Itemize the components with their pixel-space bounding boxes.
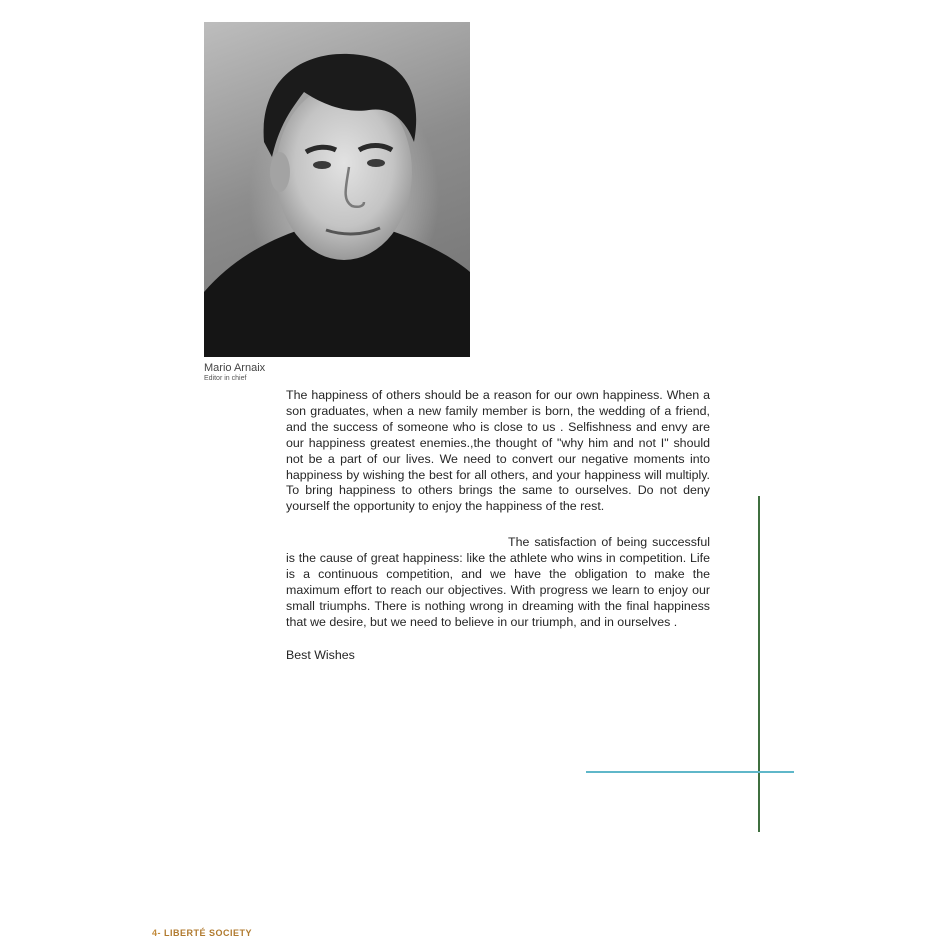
page-number: 4- xyxy=(152,928,162,938)
publication-name: LIBERTÉ SOCIETY xyxy=(164,928,253,938)
portrait-photo xyxy=(204,22,470,357)
decorative-vertical-rule xyxy=(758,496,760,832)
photo-caption-role: Editor in chief xyxy=(204,375,247,382)
decorative-horizontal-rule xyxy=(586,771,794,773)
article-closing: Best Wishes xyxy=(286,647,355,662)
article-paragraph: The satisfaction of being successful is the cause of great happiness: like the athlete who wins in competition. Life is a continuous competition, and we have the obligation to make the maximum effort to reach our objectives. With progress we learn to enjoy our small triumphs. There is nothing wrong in dreaming with the final happiness that we desire, but we need to believe in our triumph, and in ourselves . xyxy=(286,535,710,629)
article-body xyxy=(286,388,710,664)
photo-caption-name: Mario Arnaix xyxy=(204,362,266,374)
portrait-illustration xyxy=(204,22,470,357)
page-footer xyxy=(152,928,252,938)
article-paragraph: The happiness of others should be a reason for our own happiness. When a son graduates, when a new family member is born, the wedding of a friend, and the success of someone who is close to us . Selfishness and envy are our happiness greatest enemies.,the thought of "why him and not I" should not be a part of our lives. We need to convert our negative moments into happiness by wishing the best for all others, and your happiness will multiply. To bring happiness to others brings the same to ourselves. Do not deny yourself the opportunity to enjoy the happiness of the rest. xyxy=(286,388,710,514)
